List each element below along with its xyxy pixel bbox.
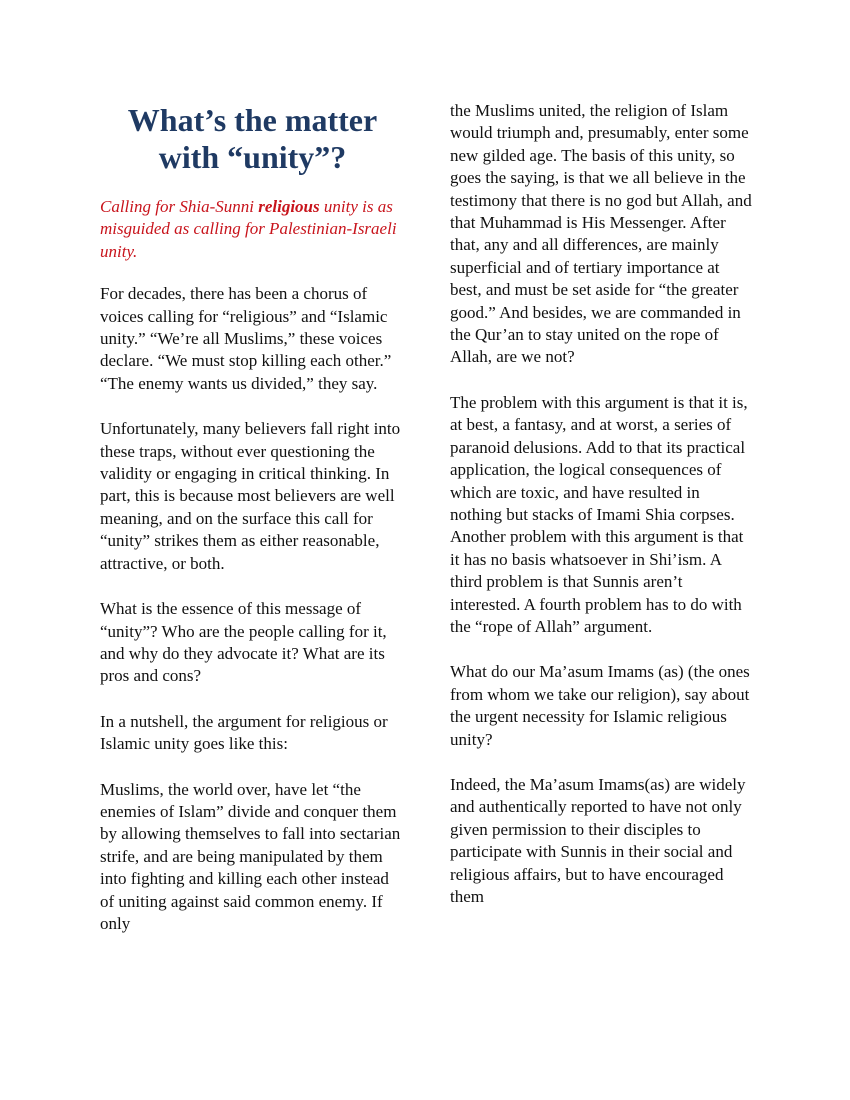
- body-paragraph: the Muslims united, the religion of Islam would triumph and, presumably, enter some new gilded age. The basis of this unity, so goes the saying, is that we all believe in the testimony that there is no god but Allah, and that Muhammad is His Messenger. After that, any and all differences, are mainly superficial and of tertiary importance at best, and must be set aside for “the greater good.” And besides, we are commanded in the Qur’an to stay united on the rope of Allah, are we not?: [450, 101, 752, 367]
- lede-text-end: unity is as misguided as calling for Palestinian-Israeli unity.: [100, 197, 397, 261]
- body-paragraph: The problem with this argument is that it is, at best, a fantasy, and at worst, a series of paranoid delusions. Add to that its practical application, the logical consequences of which are toxic, and have resulted in nothing but stacks of Imami Shia corpses. Another problem with this argument is that it has no basis whatsoever in Shi’ism. A third problem is that Sunnis aren’t interested. A fourth problem has to do with the “rope of Allah” argument.: [450, 392, 748, 636]
- right-column: [450, 100, 755, 931]
- body-paragraph: Unfortunately, many believers fall right into these traps, without ever questioning the validity or engaging in critical thinking. In part, this is because most believers are well meaning, and on the surface this call for “unity” strikes them as either reasonable, attractive, or both.: [100, 419, 401, 573]
- body-paragraph: Muslims, the world over, have let “the enemies of Islam” divide and conquer them by allowing themselves to fall into sectarian strife, and are being manipulated by them into fighting and killing each other instead of uniting against said common enemy. If only: [100, 779, 401, 933]
- lede-emphasis: religious: [258, 197, 320, 216]
- body-paragraph: In a nutshell, the argument for religious or Islamic unity goes like this:: [100, 711, 388, 754]
- body-paragraph: What is the essence of this message of “unity”? Who are the people calling for it, and why do they advocate it? What are its pros and cons?: [100, 599, 387, 686]
- body-paragraph: For decades, there has been a chorus of voices calling for “religious” and “Islamic unity.” “We’re all Muslims,” these voices declare. “We must stop killing each other.” “The enemy wants us divided,” they say.: [100, 284, 392, 393]
- left-column: [100, 100, 405, 958]
- body-paragraph: What do our Ma’asum Imams (as) (the ones from whom we take our religion), say about the urgent necessity for Islamic religious unity?: [450, 662, 750, 749]
- body-paragraph: Indeed, the Ma’asum Imams(as) are widely and authentically reported to have not only given permission to their disciples to participate with Sunnis in their social and religious affairs, but to have encouraged them: [450, 774, 746, 906]
- lede-text-start: Calling for Shia-Sunni: [100, 197, 259, 216]
- article-lede: [100, 196, 405, 263]
- article-title: What’s the matter with “unity”?: [127, 102, 378, 175]
